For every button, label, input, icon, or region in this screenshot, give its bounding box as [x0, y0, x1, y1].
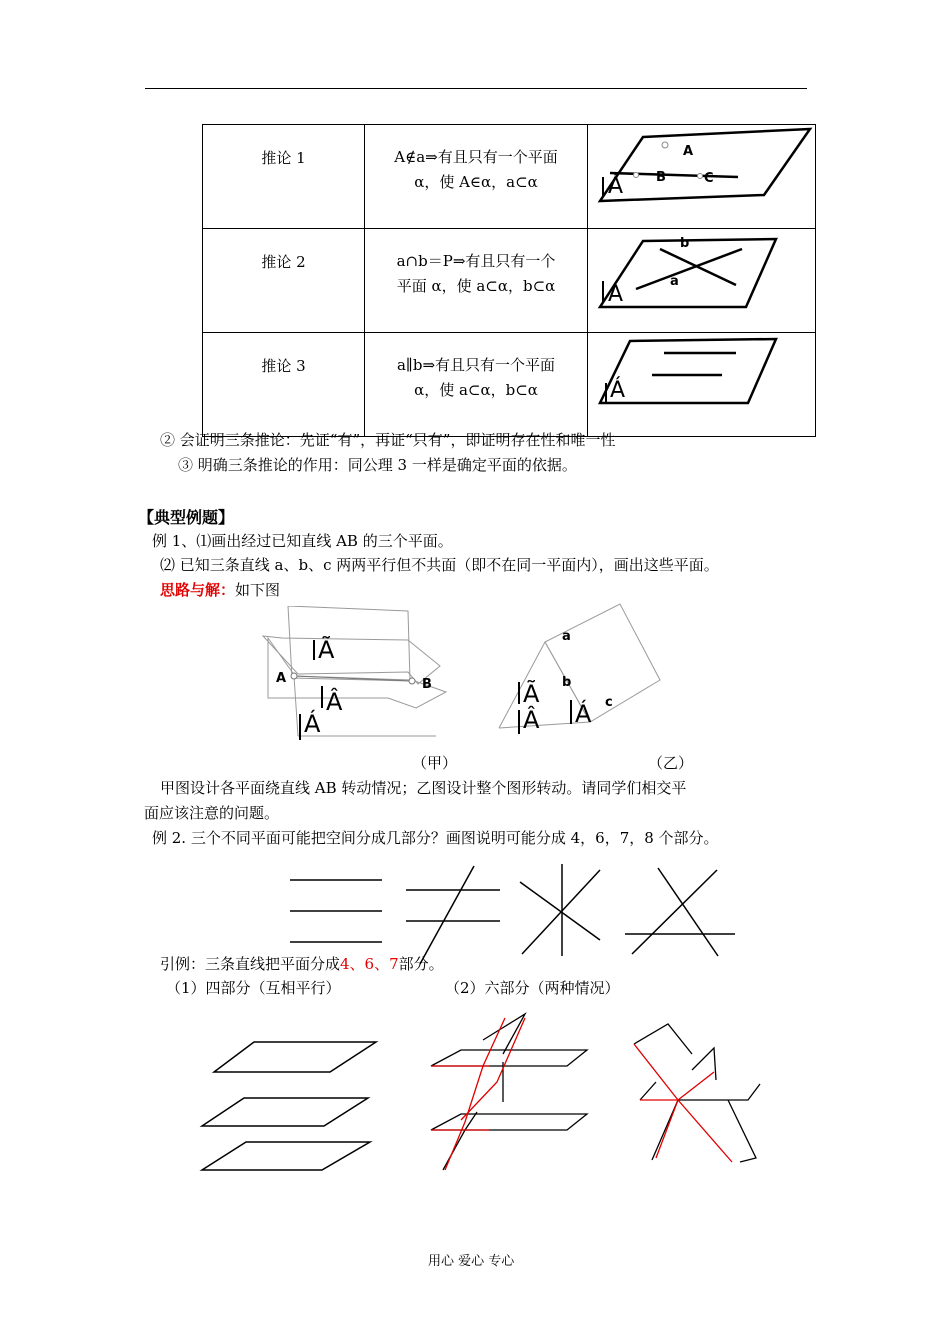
- case-six-parts: （2）六部分（两种情况）: [445, 979, 620, 997]
- case-four-parts: （1）四部分（互相平行）: [166, 979, 341, 997]
- table-row: [203, 125, 816, 229]
- point-label-b: B: [422, 677, 432, 692]
- plane-label-beta: Â: [523, 706, 540, 734]
- intro-example: [160, 953, 444, 974]
- line-label-a: a: [670, 274, 679, 289]
- corollary-statement-line2: α，使 a⊂α，b⊂α: [414, 381, 538, 399]
- point-label-a: A: [683, 144, 694, 159]
- plane-label-alpha: Á: [608, 282, 624, 307]
- corollary-name: 推论 1: [261, 149, 306, 167]
- figure-jia: [258, 606, 458, 746]
- plane-label-alpha: Á: [610, 378, 626, 403]
- corollary-table: [202, 124, 816, 437]
- intro-numbers: 4、6、7: [340, 955, 399, 973]
- table-row: [203, 229, 816, 333]
- header-rule: [145, 88, 807, 89]
- parallel-planes-figure: [196, 1030, 406, 1180]
- corollary-statement-line1: A∉a⇒有且只有一个平面: [394, 148, 558, 166]
- section-title: 【典型例题】: [138, 508, 235, 527]
- table-row: [203, 333, 816, 437]
- note-purpose: ③ 明确三条推论的作用：同公理 3 一样是确定平面的依据。: [178, 456, 577, 474]
- footer-text: 用心 爱心 专心: [428, 1254, 515, 1269]
- six-parts-figure-a: [425, 1010, 595, 1178]
- plane-label-gamma: Ã: [523, 680, 540, 708]
- line-label-b: b: [680, 236, 690, 251]
- corollary-statement-line1: a∥b⇒有且只有一个平面: [396, 356, 556, 374]
- solution-line: [160, 579, 280, 600]
- corollary-statement-line2: 平面 α，使 a⊂α，b⊂α: [396, 277, 556, 295]
- caption-yi: （乙）: [648, 754, 694, 772]
- note-proof: ② 会证明三条推论：先证“有”，再证“只有”，即证明存在性和唯一性: [160, 431, 616, 449]
- example2-question: 例 2. 三个不同平面可能把空间分成几部分？画图说明可能分成 4，6，7，8 个部分。: [152, 829, 719, 847]
- line-label-c: c: [605, 695, 613, 710]
- example1-remark-line2: 面应该注意的问题。: [144, 804, 280, 822]
- figure-yi: [495, 600, 685, 745]
- point-label-b: B: [656, 170, 666, 185]
- corollary-name: 推论 2: [261, 253, 306, 271]
- corollary-statement-line1: a∩b＝P⇒有且只有一个: [396, 252, 556, 270]
- solution-label: 思路与解：: [160, 581, 236, 599]
- plane-label-alpha: Á: [575, 700, 592, 728]
- plane-label-alpha: Á: [608, 174, 624, 199]
- plane-label-beta: Â: [326, 688, 343, 716]
- point-label-a: A: [276, 671, 287, 686]
- intro-suffix: 部分。: [398, 955, 444, 973]
- solution-text: 如下图: [235, 581, 281, 599]
- corollary2-figure: [588, 229, 815, 328]
- line-label-b: b: [562, 675, 572, 690]
- corollary1-figure: [588, 125, 815, 224]
- line-label-a: a: [562, 629, 571, 644]
- corollary-name: 推论 3: [261, 357, 306, 375]
- example1-question2: ⑵ 已知三条直线 a、b、c 两两平行但不共面（即不在同一平面内），画出这些平面。: [160, 556, 719, 574]
- plane-label-alpha: Á: [304, 710, 321, 738]
- corollary-statement-line2: α，使 A∈α，a⊂α: [414, 173, 538, 191]
- six-parts-figure-b: [628, 1018, 768, 1168]
- point-label-c: C: [704, 171, 714, 186]
- example1-question1: 例 1、⑴画出经过已知直线 AB 的三个平面。: [152, 532, 453, 550]
- example1-remark-line1: 甲图设计各平面绕直线 AB 转动情况；乙图设计整个图形转动。请同学们相交平: [160, 779, 687, 797]
- intro-prefix: 引例：三条直线把平面分成: [160, 955, 341, 973]
- corollary3-figure: [588, 333, 815, 432]
- plane-label-gamma: Ã: [318, 636, 335, 664]
- caption-jia: （甲）: [412, 754, 458, 772]
